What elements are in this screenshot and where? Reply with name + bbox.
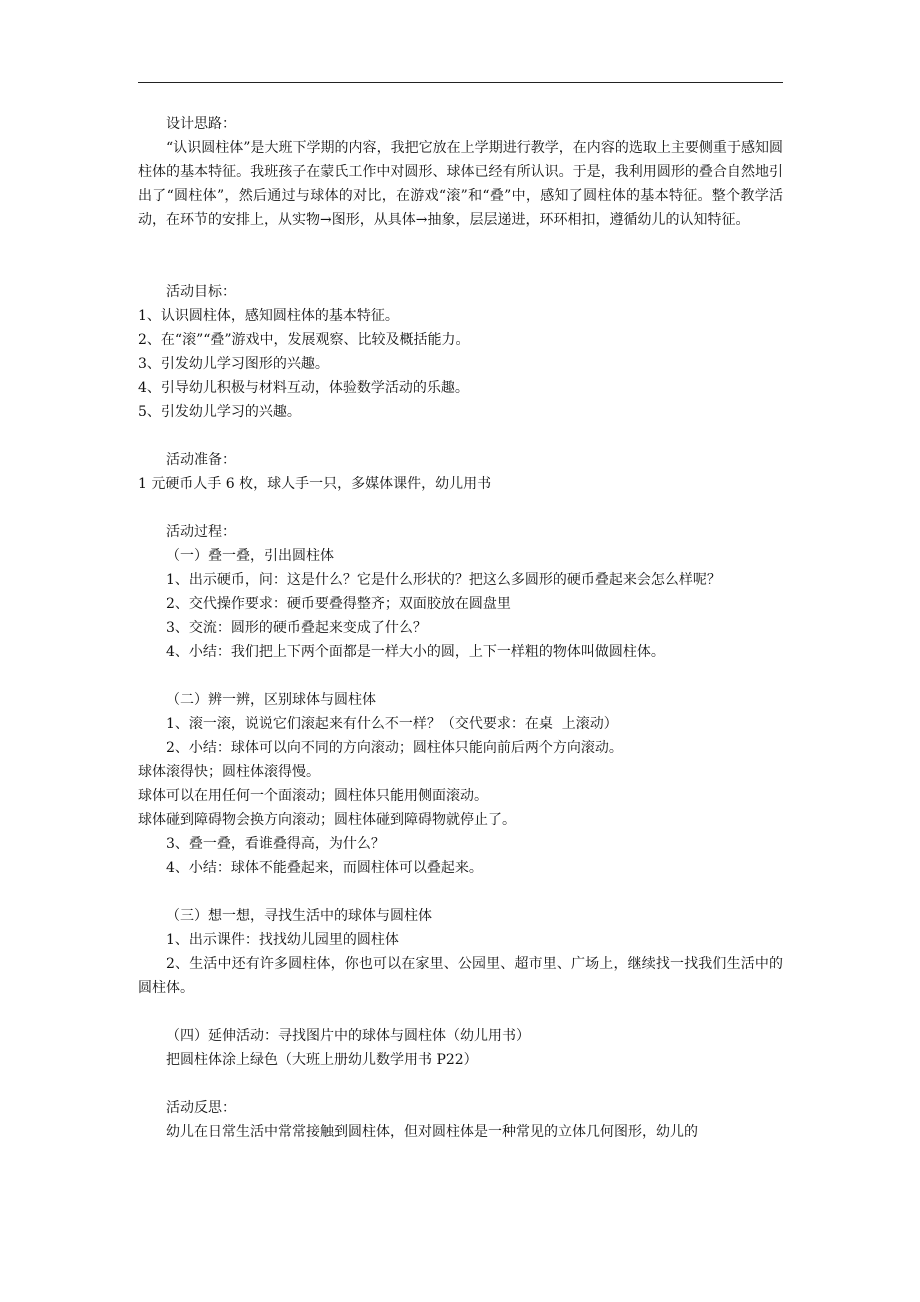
goal-item: 3、引发幼儿学习图形的兴趣。 <box>138 356 329 372</box>
goals-heading: 活动目标： <box>166 284 236 300</box>
part2-title: （二）辨一辨，区别球体与圆柱体 <box>166 692 376 708</box>
reflection-text: 幼儿在日常生活中常常接触到圆柱体，但对圆柱体是一种常见的立体几何图形，幼儿的 <box>166 1124 698 1140</box>
part2-line: 球体碰到障碍物会换方向滚动；圆柱体碰到障碍物就停止了。 <box>138 812 516 828</box>
design-heading: 设计思路： <box>166 116 236 132</box>
spacer <box>138 496 783 520</box>
spacer <box>138 232 783 256</box>
prep-text: 1 元硬币人手 6 枚，球人手一只，多媒体课件，幼儿用书 <box>138 476 492 492</box>
part4-title: （四）延伸活动：寻找图片中的球体与圆柱体（幼儿用书） <box>166 1028 530 1044</box>
part1-title: （一）叠一叠，引出圆柱体 <box>166 548 334 564</box>
part2-line: 球体可以在用任何一个面滚动；圆柱体只能用侧面滚动。 <box>138 788 488 804</box>
part2-item: 2、小结：球体可以向不同的方向滚动；圆柱体只能向前后两个方向滚动。 <box>166 740 623 756</box>
goal-item: 1、认识圆柱体，感知圆柱体的基本特征。 <box>138 308 399 324</box>
spacer <box>138 1000 783 1024</box>
part2-item: 3、叠一叠，看谁叠得高，为什么？ <box>166 836 385 852</box>
part1-item: 2、交代操作要求：硬币要叠得整齐；双面胶放在圆盘里 <box>166 596 511 612</box>
goal-item: 2、在“滚”“叠”游戏中，发展观察、比较及概括能力。 <box>138 332 470 348</box>
part4-line: 把圆柱体涂上绿色（大班上册幼儿数学用书 P22） <box>166 1052 478 1068</box>
goal-item: 5、引发幼儿学习的兴趣。 <box>138 404 301 420</box>
spacer <box>138 424 783 448</box>
reflection-heading: 活动反思： <box>166 1100 236 1116</box>
part2-item: 1、滚一滚，说说它们滚起来有什么不一样？（交代要求：在桌 上滚动） <box>166 716 618 732</box>
part3-title: （三）想一想，寻找生活中的球体与圆柱体 <box>166 908 432 924</box>
header-rule <box>138 82 783 83</box>
part2-item: 4、小结：球体不能叠起来，而圆柱体可以叠起来。 <box>166 860 483 876</box>
part3-item: 1、出示课件：找找幼儿园里的圆柱体 <box>166 932 399 948</box>
spacer <box>138 880 783 904</box>
design-paragraph: “认识圆柱体”是大班下学期的内容，我把它放在上学期进行教学，在内容的选取上主要侧重于感知圆柱体的基本特征。我班孩子在蒙氏工作中对圆形、球体已经有所认识。于是，我利用圆形的叠合自然地引出了“圆柱体”，然后通过与球体的对比，在游戏“滚”和“叠”中，感知了圆柱体的基本特征。整个教学活动，在环节的安排上，从实物→图形，从具体→抽象，层层递进，环环相扣，遵循幼儿的认知特征。 <box>138 140 783 228</box>
prep-heading: 活动准备： <box>166 452 236 468</box>
process-heading: 活动过程： <box>166 524 236 540</box>
goal-item: 4、引导幼儿积极与材料互动，体验数学活动的乐趣。 <box>138 380 469 396</box>
part1-item: 1、出示硬币，问：这是什么？它是什么形状的？把这么多圆形的硬币叠起来会怎么样呢？ <box>166 572 721 588</box>
part1-item: 3、交流：圆形的硬币叠起来变成了什么？ <box>166 620 427 636</box>
spacer <box>138 256 783 280</box>
spacer <box>138 1072 783 1096</box>
part2-line: 球体滚得快；圆柱体滚得慢。 <box>138 764 320 780</box>
document-body <box>138 112 783 1144</box>
part1-item: 4、小结：我们把上下两个面都是一样大小的圆，上下一样粗的物体叫做圆柱体。 <box>166 644 665 660</box>
spacer <box>138 664 783 688</box>
part3-item: 2、生活中还有许多圆柱体，你也可以在家里、公园里、超市里、广场上，继续找一找我们生活中的圆柱体。 <box>138 956 783 996</box>
